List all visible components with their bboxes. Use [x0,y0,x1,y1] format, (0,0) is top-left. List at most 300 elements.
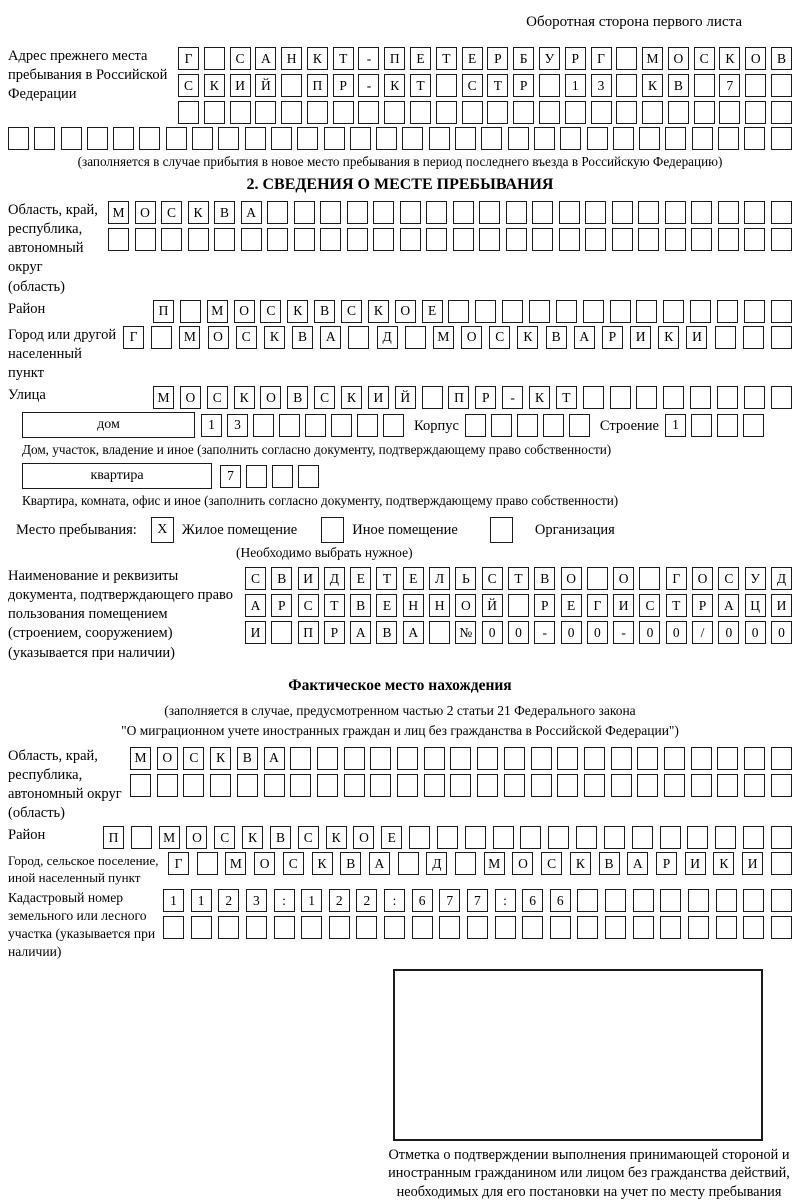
char-box[interactable] [718,228,739,251]
char-box[interactable] [585,228,606,251]
char-box[interactable]: К [570,852,591,875]
char-box[interactable]: Р [487,47,508,70]
char-box[interactable] [453,201,474,224]
char-box[interactable]: Д [377,326,398,349]
char-box[interactable] [307,101,328,124]
char-box[interactable]: О [395,300,416,323]
char-box[interactable] [493,826,514,849]
char-box[interactable] [384,101,405,124]
char-box[interactable]: Й [395,386,416,409]
char-box[interactable]: № [455,621,476,644]
char-box[interactable] [688,889,709,912]
char-box[interactable] [350,127,371,150]
char-box[interactable] [743,414,764,437]
char-box[interactable]: М [108,201,129,224]
char-box[interactable]: : [274,889,295,912]
char-box[interactable] [301,916,322,939]
char-box[interactable] [771,300,792,323]
char-box[interactable]: Й [255,74,276,97]
char-box[interactable]: М [130,747,151,770]
char-box[interactable]: К [713,852,734,875]
char-box[interactable] [131,826,152,849]
char-box[interactable] [638,201,659,224]
char-box[interactable]: 1 [191,889,212,912]
char-box[interactable] [191,916,212,939]
char-box[interactable]: К [264,326,285,349]
char-box[interactable]: У [539,47,560,70]
char-box[interactable]: 0 [666,621,687,644]
char-box[interactable] [467,916,488,939]
char-box[interactable] [616,101,637,124]
char-box[interactable]: В [599,852,620,875]
char-box[interactable]: О [353,826,374,849]
char-box[interactable]: В [771,47,792,70]
char-box[interactable]: 6 [522,889,543,912]
char-box[interactable] [161,228,182,251]
char-box[interactable] [557,774,578,797]
char-box[interactable] [479,201,500,224]
char-box[interactable] [246,465,267,488]
char-box[interactable]: Р [534,594,555,617]
char-box[interactable]: О [512,852,533,875]
char-box[interactable] [743,326,764,349]
char-box[interactable]: 2 [356,889,377,912]
char-box[interactable]: С [489,326,510,349]
char-box[interactable] [771,916,792,939]
char-box[interactable] [178,101,199,124]
char-box[interactable]: О [180,386,201,409]
char-box[interactable] [264,774,285,797]
char-box[interactable] [436,74,457,97]
char-box[interactable]: Р [602,326,623,349]
char-box[interactable] [745,101,766,124]
char-box[interactable] [587,567,608,590]
char-box[interactable] [357,414,378,437]
char-box[interactable]: К [234,386,255,409]
char-box[interactable]: П [384,47,405,70]
char-box[interactable]: Н [429,594,450,617]
char-box[interactable] [556,300,577,323]
char-box[interactable] [344,747,365,770]
char-box[interactable]: С [541,852,562,875]
char-box[interactable] [409,826,430,849]
char-box[interactable]: В [292,326,313,349]
char-box[interactable] [716,916,737,939]
char-box[interactable]: С [639,594,660,617]
char-box[interactable]: С [283,852,304,875]
char-box[interactable] [429,127,450,150]
char-box[interactable]: 1 [665,414,686,437]
char-box[interactable]: И [742,852,763,875]
char-box[interactable] [163,916,184,939]
char-box[interactable]: И [245,621,266,644]
char-box[interactable]: Е [561,594,582,617]
char-box[interactable] [426,228,447,251]
char-box[interactable]: 1 [201,414,222,437]
char-box[interactable]: С [482,567,503,590]
char-box[interactable]: С [341,300,362,323]
char-box[interactable]: 0 [771,621,792,644]
char-box[interactable]: Е [350,567,371,590]
char-box[interactable] [508,127,529,150]
char-box[interactable]: О [157,747,178,770]
char-box[interactable]: Р [513,74,534,97]
char-box[interactable]: М [484,852,505,875]
char-box[interactable]: М [225,852,246,875]
char-box[interactable]: 0 [745,621,766,644]
char-box[interactable]: К [210,747,231,770]
char-box[interactable] [139,127,160,150]
char-box[interactable]: Ь [455,567,476,590]
char-box[interactable] [422,386,443,409]
char-box[interactable] [771,326,792,349]
char-box[interactable]: - [534,621,555,644]
char-box[interactable]: Т [487,74,508,97]
char-box[interactable]: С [260,300,281,323]
char-box[interactable]: С [298,826,319,849]
char-box[interactable] [715,326,736,349]
char-box[interactable] [255,101,276,124]
char-box[interactable] [691,414,712,437]
char-box[interactable] [604,826,625,849]
char-box[interactable]: - [613,621,634,644]
char-box[interactable]: И [230,74,251,97]
char-box[interactable]: С [245,567,266,590]
char-box[interactable] [397,747,418,770]
char-box[interactable]: Д [771,567,792,590]
char-box[interactable] [347,201,368,224]
char-box[interactable] [637,747,658,770]
char-box[interactable]: В [214,201,235,224]
char-box[interactable] [344,774,365,797]
char-box[interactable]: Е [422,300,443,323]
char-box[interactable] [577,916,598,939]
char-box[interactable] [531,774,552,797]
char-box[interactable]: 3 [227,414,248,437]
char-box[interactable] [744,747,765,770]
char-box[interactable] [294,201,315,224]
char-box[interactable]: А [627,852,648,875]
char-box[interactable] [400,201,421,224]
char-box[interactable] [8,127,29,150]
char-box[interactable] [281,101,302,124]
char-box[interactable] [520,826,541,849]
char-box[interactable] [691,774,712,797]
char-box[interactable]: П [298,621,319,644]
char-box[interactable] [694,101,715,124]
char-box[interactable]: В [534,567,555,590]
char-box[interactable] [183,774,204,797]
char-box[interactable] [166,127,187,150]
char-box[interactable]: К [642,74,663,97]
char-box[interactable] [87,127,108,150]
char-box[interactable] [539,74,560,97]
char-box[interactable]: О [186,826,207,849]
char-box[interactable] [517,414,538,437]
char-box[interactable] [717,386,738,409]
char-box[interactable]: : [384,889,405,912]
char-box[interactable] [744,386,765,409]
char-box[interactable] [108,228,129,251]
char-box[interactable] [502,300,523,323]
char-box[interactable] [358,101,379,124]
char-box[interactable] [744,228,765,251]
char-box[interactable] [513,101,534,124]
char-box[interactable] [532,228,553,251]
char-box[interactable]: А [264,747,285,770]
char-box[interactable] [504,747,525,770]
char-box[interactable]: 7 [719,74,740,97]
char-box[interactable]: В [237,747,258,770]
char-box[interactable]: - [358,74,379,97]
char-box[interactable]: В [271,567,292,590]
char-box[interactable] [331,414,352,437]
char-box[interactable] [636,386,657,409]
char-box[interactable] [591,101,612,124]
char-box[interactable] [632,826,653,849]
char-box[interactable]: Г [587,594,608,617]
char-box[interactable] [633,889,654,912]
char-box[interactable]: О [455,594,476,617]
char-box[interactable]: М [159,826,180,849]
char-box[interactable]: О [234,300,255,323]
char-box[interactable]: С [214,826,235,849]
char-box[interactable] [576,826,597,849]
char-box[interactable] [272,465,293,488]
char-box[interactable]: В [287,386,308,409]
char-box[interactable]: С [183,747,204,770]
char-box[interactable] [718,127,739,150]
char-box[interactable]: И [630,326,651,349]
char-box[interactable] [771,826,792,849]
char-box[interactable]: К [341,386,362,409]
char-box[interactable]: И [685,852,706,875]
char-box[interactable] [506,201,527,224]
char-box[interactable] [716,889,737,912]
char-box[interactable]: Р [324,621,345,644]
char-box[interactable] [324,127,345,150]
char-box[interactable] [663,386,684,409]
char-box[interactable] [744,201,765,224]
char-box[interactable]: И [686,326,707,349]
char-box[interactable] [534,127,555,150]
char-box[interactable] [743,916,764,939]
char-box[interactable] [660,889,681,912]
char-box[interactable] [436,101,457,124]
char-box[interactable] [771,386,792,409]
char-box[interactable]: В [314,300,335,323]
char-box[interactable] [638,228,659,251]
char-box[interactable] [429,621,450,644]
char-box[interactable] [465,414,486,437]
char-box[interactable] [481,127,502,150]
char-box[interactable]: В [376,621,397,644]
char-box[interactable] [373,201,394,224]
char-box[interactable] [370,774,391,797]
char-box[interactable]: О [260,386,281,409]
char-box[interactable]: Р [475,386,496,409]
char-box[interactable]: Т [556,386,577,409]
char-box[interactable] [424,774,445,797]
char-box[interactable] [583,300,604,323]
char-box[interactable] [448,300,469,323]
char-box[interactable]: Д [426,852,447,875]
char-box[interactable] [437,826,458,849]
char-box[interactable]: Г [178,47,199,70]
char-box[interactable] [587,127,608,150]
char-box[interactable]: Г [666,567,687,590]
char-box[interactable]: Т [324,594,345,617]
char-box[interactable]: 7 [467,889,488,912]
char-box[interactable]: А [718,594,739,617]
char-box[interactable]: В [350,594,371,617]
char-box[interactable]: Е [410,47,431,70]
char-box[interactable] [479,228,500,251]
char-box[interactable] [465,826,486,849]
char-box[interactable] [610,300,631,323]
char-box[interactable] [397,774,418,797]
char-box[interactable]: С [178,74,199,97]
char-box[interactable] [744,774,765,797]
char-box[interactable] [204,47,225,70]
char-box[interactable]: В [668,74,689,97]
char-box[interactable]: 0 [639,621,660,644]
char-box[interactable] [508,594,529,617]
char-box[interactable] [290,747,311,770]
char-box[interactable]: Т [376,567,397,590]
char-box[interactable]: Т [666,594,687,617]
char-box[interactable]: 0 [482,621,503,644]
char-box[interactable]: С [236,326,257,349]
char-box[interactable] [210,774,231,797]
char-box[interactable] [605,889,626,912]
char-box[interactable] [610,386,631,409]
char-box[interactable] [214,228,235,251]
char-box[interactable] [477,774,498,797]
char-box[interactable]: Г [168,852,189,875]
char-box[interactable] [543,414,564,437]
char-box[interactable]: К [517,326,538,349]
char-box[interactable]: М [433,326,454,349]
char-box[interactable]: О [561,567,582,590]
char-box[interactable] [687,826,708,849]
char-box[interactable] [320,228,341,251]
char-box[interactable]: Д [324,567,345,590]
char-box[interactable] [550,916,571,939]
char-box[interactable] [135,228,156,251]
char-box[interactable] [559,201,580,224]
char-box[interactable] [267,201,288,224]
char-box[interactable] [333,101,354,124]
char-box[interactable]: Е [381,826,402,849]
char-box[interactable]: Й [482,594,503,617]
char-box[interactable] [477,747,498,770]
char-box[interactable]: В [546,326,567,349]
char-box[interactable] [633,916,654,939]
char-box[interactable] [455,852,476,875]
char-box[interactable] [771,201,792,224]
checkbox-organization[interactable] [490,517,513,543]
char-box[interactable]: К [368,300,389,323]
char-box[interactable] [188,228,209,251]
char-box[interactable]: С [230,47,251,70]
char-box[interactable]: К [204,74,225,97]
char-box[interactable]: Р [271,594,292,617]
char-box[interactable] [157,774,178,797]
char-box[interactable] [569,414,590,437]
char-box[interactable]: К [719,47,740,70]
char-box[interactable] [665,127,686,150]
char-box[interactable]: Р [692,594,713,617]
char-box[interactable] [218,916,239,939]
char-box[interactable] [218,127,239,150]
char-box[interactable] [453,228,474,251]
char-box[interactable]: С [462,74,483,97]
char-box[interactable] [400,228,421,251]
char-box[interactable] [426,201,447,224]
char-box[interactable] [560,127,581,150]
char-box[interactable] [197,852,218,875]
char-box[interactable]: И [771,594,792,617]
char-box[interactable] [253,414,274,437]
char-box[interactable]: 0 [508,621,529,644]
char-box[interactable]: М [207,300,228,323]
char-box[interactable] [294,228,315,251]
char-box[interactable] [583,386,604,409]
char-box[interactable] [616,47,637,70]
char-box[interactable]: А [574,326,595,349]
char-box[interactable] [274,916,295,939]
char-box[interactable] [298,465,319,488]
char-box[interactable]: И [298,567,319,590]
char-box[interactable]: Р [565,47,586,70]
char-box[interactable] [384,916,405,939]
char-box[interactable] [690,300,711,323]
char-box[interactable] [410,101,431,124]
char-box[interactable] [642,101,663,124]
char-box[interactable] [317,774,338,797]
char-box[interactable] [616,74,637,97]
char-box[interactable] [504,774,525,797]
char-box[interactable] [532,201,553,224]
char-box[interactable] [290,774,311,797]
char-box[interactable]: О [745,47,766,70]
char-box[interactable]: Б [513,47,534,70]
char-box[interactable]: В [340,852,361,875]
char-box[interactable]: К [242,826,263,849]
char-box[interactable]: М [642,47,663,70]
char-box[interactable] [771,774,792,797]
char-box[interactable] [577,889,598,912]
char-box[interactable]: О [668,47,689,70]
char-box[interactable] [771,228,792,251]
char-box[interactable]: К [529,386,550,409]
char-box[interactable] [279,414,300,437]
char-box[interactable] [34,127,55,150]
char-box[interactable] [376,127,397,150]
char-box[interactable]: С [718,567,739,590]
char-box[interactable] [237,774,258,797]
char-box[interactable] [548,826,569,849]
char-box[interactable]: А [320,326,341,349]
char-box[interactable]: К [312,852,333,875]
char-box[interactable] [356,916,377,939]
char-box[interactable]: 0 [718,621,739,644]
char-box[interactable]: В [270,826,291,849]
char-box[interactable]: О [254,852,275,875]
char-box[interactable]: Г [123,326,144,349]
char-box[interactable] [771,747,792,770]
